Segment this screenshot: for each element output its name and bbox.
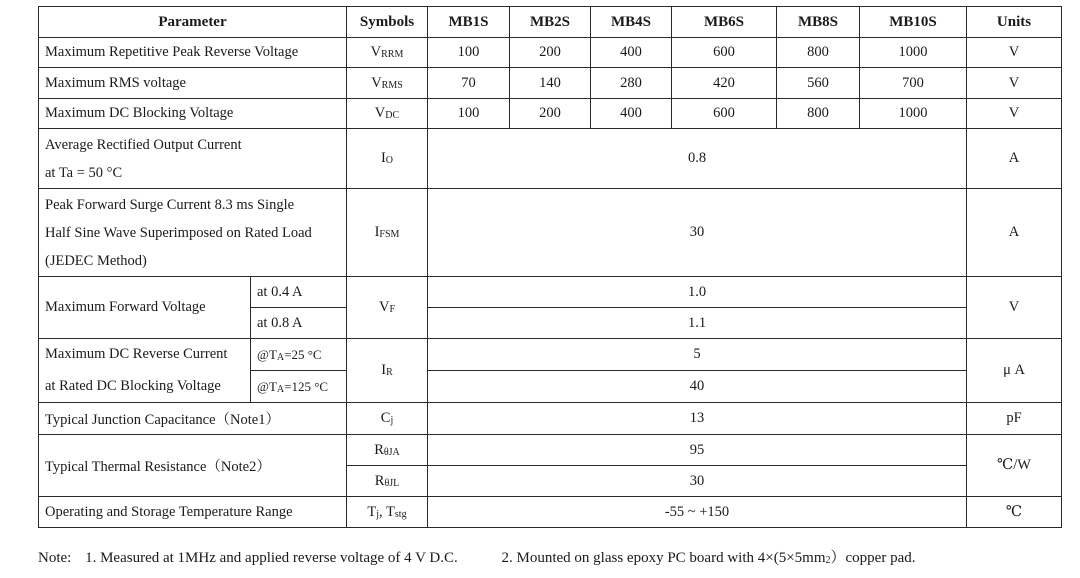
symbol-cell: $V_F$: [347, 277, 428, 339]
unit-cell: V: [967, 38, 1062, 68]
symbol-cell: $V_{DC}$: [347, 99, 428, 129]
condition-cell: at 0.8 A: [251, 308, 347, 339]
row-rth-1: [39, 435, 1062, 466]
value-cell: 400: [591, 99, 672, 129]
row-io: [39, 129, 1062, 189]
header-row: [39, 7, 1062, 38]
value-cell: 800: [777, 38, 860, 68]
header-model: MB10S: [860, 7, 967, 38]
value-cell: 1.1: [428, 308, 967, 339]
value-cell: 560: [777, 68, 860, 99]
ratings-table: [38, 6, 1062, 528]
symbol-cell: $R_{\theta JL}$: [347, 466, 428, 497]
value-cell: -55 ~ +150: [428, 497, 967, 528]
value-cell: 200: [510, 38, 591, 68]
row-ifsm: [39, 189, 1062, 277]
value-cell: 280: [591, 68, 672, 99]
note-1: 1. Measured at 1MHz and applied reverse voltage of 4 V D.C.: [85, 550, 458, 566]
value-cell: 5: [428, 339, 967, 371]
param-cell: Typical Junction Capacitance（Note1）: [39, 403, 347, 435]
value-cell: 0.8: [428, 129, 967, 189]
unit-cell: μ A: [967, 339, 1062, 403]
value-cell: 700: [860, 68, 967, 99]
symbol-cell: $I_O$: [347, 129, 428, 189]
value-cell: 140: [510, 68, 591, 99]
param-cell: Peak Forward Surge Current 8.3 ms Single Half Sine Wave Superimposed on Rated Load (JEDEC Method): [39, 189, 347, 277]
footnotes: [38, 546, 1048, 567]
row-cj: [39, 403, 1062, 435]
param-cell: Operating and Storage Temperature Range: [39, 497, 347, 528]
value-cell: 13: [428, 403, 967, 435]
row-vdc: [39, 99, 1062, 129]
value-cell: 600: [672, 99, 777, 129]
value-cell: 1000: [860, 99, 967, 129]
unit-cell: A: [967, 189, 1062, 277]
condition-cell: at 0.4 A: [251, 277, 347, 308]
unit-cell: V: [967, 68, 1062, 99]
header-model: MB6S: [672, 7, 777, 38]
header-symbols: Symbols: [347, 7, 428, 38]
param-cell: Average Rectified Output Current at Ta = 50 °C: [39, 129, 347, 189]
value-cell: 95: [428, 435, 967, 466]
row-ir-2: [39, 371, 1062, 403]
symbol-cell: $I_{FSM}$: [347, 189, 428, 277]
value-cell: 1000: [860, 38, 967, 68]
param-cell: Maximum Forward Voltage: [39, 277, 251, 339]
header-model: MB4S: [591, 7, 672, 38]
param-cell: Typical Thermal Resistance（Note2）: [39, 435, 347, 497]
value-cell: 30: [428, 466, 967, 497]
symbol-cell: $I_R$: [347, 339, 428, 403]
row-vrms: [39, 68, 1062, 99]
header-parameter: Parameter: [39, 7, 347, 38]
value-cell: 40: [428, 371, 967, 403]
condition-cell: $@T_A=25$ °C: [251, 339, 347, 371]
value-cell: 420: [672, 68, 777, 99]
value-cell: 200: [510, 99, 591, 129]
param-cell: Maximum RMS voltage: [39, 68, 347, 99]
symbol-cell: $V_{RMS}$: [347, 68, 428, 99]
row-temp: [39, 497, 1062, 528]
header-model: MB8S: [777, 7, 860, 38]
value-cell: 800: [777, 99, 860, 129]
value-cell: 400: [591, 38, 672, 68]
row-vf-1: [39, 277, 1062, 308]
spec-sheet: [38, 6, 1062, 528]
row-vrrm: [39, 38, 1062, 68]
row-ir-1: [39, 339, 1062, 371]
symbol-cell: $V_{RRM}$: [347, 38, 428, 68]
param-cell: Maximum Repetitive Peak Reverse Voltage: [39, 38, 347, 68]
note-label: Note:: [38, 550, 72, 566]
symbol-cell: $R_{\theta JA}$: [347, 435, 428, 466]
value-cell: 100: [428, 99, 510, 129]
unit-cell: A: [967, 129, 1062, 189]
header-units: Units: [967, 7, 1062, 38]
unit-cell: V: [967, 99, 1062, 129]
symbol-cell: $C_j$: [347, 403, 428, 435]
value-cell: 1.0: [428, 277, 967, 308]
value-cell: 600: [672, 38, 777, 68]
unit-cell: ℃/W: [967, 435, 1062, 497]
note-2: 2. Mounted on glass epoxy PC board with $4\times(5\times 5mm_2)copper$ pad.: [501, 550, 916, 566]
unit-cell: pF: [967, 403, 1062, 435]
header-model: MB1S: [428, 7, 510, 38]
value-cell: 30: [428, 189, 967, 277]
param-cell: at Rated DC Blocking Voltage: [39, 371, 251, 403]
symbol-cell: $T_j$, $T_{stg}$: [347, 497, 428, 528]
param-cell: Maximum DC Reverse Current: [39, 339, 251, 371]
unit-cell: V: [967, 277, 1062, 339]
header-model: MB2S: [510, 7, 591, 38]
value-cell: 100: [428, 38, 510, 68]
condition-cell: $@T_A=125$ °C: [251, 371, 347, 403]
value-cell: 70: [428, 68, 510, 99]
unit-cell: ℃: [967, 497, 1062, 528]
param-cell: Maximum DC Blocking Voltage: [39, 99, 347, 129]
